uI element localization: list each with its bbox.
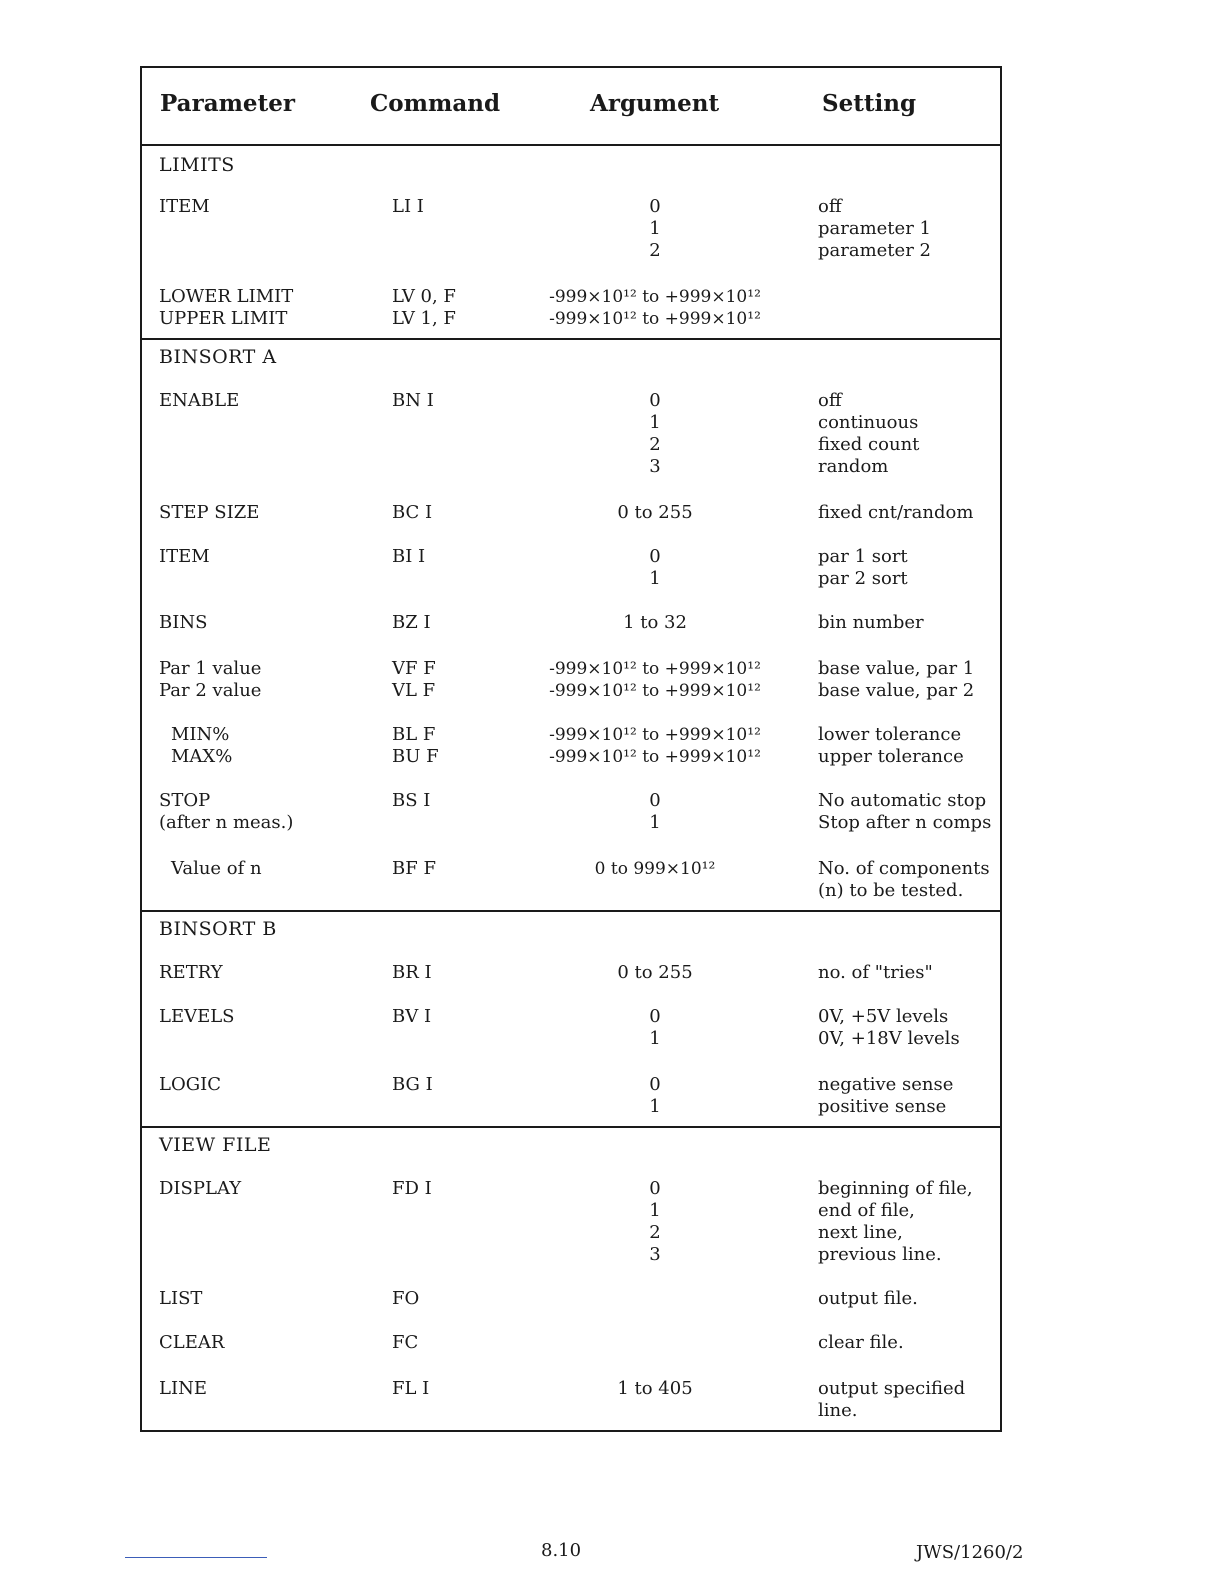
- table-section: [142, 340, 1000, 912]
- param-line: RETRY: [159, 962, 223, 983]
- set-line: Stop after n comps: [818, 812, 992, 833]
- cmd-line: BG I: [392, 1074, 433, 1095]
- cell-cmd: [392, 790, 512, 812]
- cell-arg: [530, 286, 780, 330]
- arg-line: 0: [649, 390, 661, 411]
- param-line: UPPER LIMIT: [159, 308, 288, 329]
- parameter-table: [140, 66, 1002, 1432]
- cell-set: [818, 612, 1002, 634]
- cell-set: [818, 1178, 1002, 1266]
- arg-line: 1: [649, 568, 661, 589]
- cell-arg: [530, 962, 780, 984]
- arg-line: 0 to 255: [617, 962, 693, 983]
- cmd-line: BF F: [392, 858, 436, 879]
- cell-set: [818, 1074, 1002, 1118]
- cmd-line: FL I: [392, 1378, 430, 1399]
- arg-line: 0: [649, 546, 661, 567]
- param-line: LOGIC: [159, 1074, 221, 1095]
- cell-param: [159, 658, 359, 702]
- cmd-line: LV 0, F: [392, 286, 456, 307]
- footer-rule: [125, 1557, 267, 1558]
- cell-cmd: [392, 858, 512, 880]
- param-line: BINS: [159, 612, 208, 633]
- arg-line: 0: [649, 1074, 661, 1095]
- param-line: Par 2 value: [159, 680, 262, 701]
- arg-line: 1 to 32: [623, 612, 687, 633]
- param-line: LOWER LIMIT: [159, 286, 294, 307]
- header-argument: Argument: [590, 90, 720, 117]
- cell-param: [159, 1288, 359, 1310]
- set-line: clear file.: [818, 1332, 904, 1353]
- set-line: No automatic stop: [818, 790, 987, 811]
- cell-cmd: [392, 658, 512, 702]
- param-line: Par 1 value: [159, 658, 262, 679]
- set-line: fixed cnt/random: [818, 502, 974, 523]
- cell-arg: [530, 196, 780, 262]
- set-line: lower tolerance: [818, 724, 962, 745]
- cell-param: [159, 1178, 359, 1200]
- cell-param: [159, 196, 359, 218]
- set-line: base value, par 1: [818, 658, 975, 679]
- cell-cmd: [392, 286, 512, 330]
- cell-set: [818, 196, 1002, 262]
- cell-cmd: [392, 1178, 512, 1200]
- cell-arg: [530, 390, 780, 478]
- cell-param: [159, 1378, 359, 1400]
- cmd-line: BI I: [392, 546, 426, 567]
- set-line: end of file,: [818, 1200, 915, 1221]
- cell-arg: [530, 502, 780, 524]
- arg-line: -999×10¹² to +999×10¹²: [549, 747, 761, 767]
- cell-param: [159, 962, 359, 984]
- cell-arg: [530, 658, 780, 702]
- set-line: off: [818, 390, 842, 411]
- cmd-line: FC: [392, 1332, 419, 1353]
- cell-arg: [530, 546, 780, 590]
- cell-cmd: [392, 724, 512, 768]
- cell-cmd: [392, 1074, 512, 1096]
- cell-arg: [530, 612, 780, 634]
- cmd-line: BZ I: [392, 612, 431, 633]
- header-command: Command: [370, 90, 501, 117]
- cell-param: [159, 286, 359, 330]
- param-line: (after n meas.): [159, 812, 294, 833]
- param-line: LEVELS: [159, 1006, 235, 1027]
- cell-cmd: [392, 546, 512, 568]
- cell-cmd: [392, 1006, 512, 1028]
- param-line: DISPLAY: [159, 1178, 242, 1199]
- cell-arg: [530, 1074, 780, 1118]
- cell-cmd: [392, 502, 512, 524]
- cell-set: [818, 858, 1002, 902]
- param-line: MAX%: [171, 746, 233, 767]
- cmd-line: FD I: [392, 1178, 432, 1199]
- arg-line: -999×10¹² to +999×10¹²: [549, 309, 761, 329]
- cell-set: [818, 1006, 1002, 1050]
- param-line: CLEAR: [159, 1332, 225, 1353]
- set-line: previous line.: [818, 1244, 942, 1265]
- cell-cmd: [392, 612, 512, 634]
- arg-line: 1: [649, 412, 661, 433]
- cmd-line: BR I: [392, 962, 432, 983]
- set-line: line.: [818, 1400, 858, 1421]
- set-line: 0V, +5V levels: [818, 1006, 949, 1027]
- section-title: LIMITS: [159, 154, 235, 176]
- cell-arg: [530, 1378, 780, 1400]
- cell-arg: [530, 724, 780, 768]
- set-line: base value, par 2: [818, 680, 975, 701]
- document-reference: JWS/1260/2: [916, 1542, 1024, 1563]
- set-line: par 2 sort: [818, 568, 908, 589]
- cell-arg: [530, 1178, 780, 1266]
- header-parameter: Parameter: [160, 90, 295, 117]
- set-line: fixed count: [818, 434, 920, 455]
- table-section: [142, 146, 1000, 340]
- cmd-line: BN I: [392, 390, 434, 411]
- set-line: off: [818, 196, 842, 217]
- cell-param: [159, 1074, 359, 1096]
- arg-line: 2: [649, 1222, 661, 1243]
- cell-cmd: [392, 962, 512, 984]
- cell-arg: [530, 790, 780, 834]
- table-section: [142, 1128, 1000, 1430]
- table-header: [142, 68, 1000, 146]
- cmd-line: VF F: [392, 658, 436, 679]
- cmd-line: BU F: [392, 746, 439, 767]
- set-line: 0V, +18V levels: [818, 1028, 960, 1049]
- set-line: positive sense: [818, 1096, 947, 1117]
- header-setting: Setting: [822, 90, 917, 117]
- set-line: no. of "tries": [818, 962, 933, 983]
- cell-param: [159, 724, 359, 768]
- cmd-line: BV I: [392, 1006, 432, 1027]
- arg-line: -999×10¹² to +999×10¹²: [549, 287, 761, 307]
- set-line: parameter 1: [818, 218, 931, 239]
- arg-line: 0: [649, 196, 661, 217]
- section-title: BINSORT B: [159, 918, 277, 940]
- cell-set: [818, 658, 1002, 702]
- cmd-line: VL F: [392, 680, 436, 701]
- cell-set: [818, 1378, 1002, 1422]
- cell-set: [818, 790, 1002, 834]
- cell-set: [818, 962, 1002, 984]
- table-section: [142, 912, 1000, 1128]
- arg-line: 1: [649, 1028, 661, 1049]
- section-title: VIEW FILE: [159, 1134, 272, 1156]
- cmd-line: LI I: [392, 196, 424, 217]
- cell-arg: [530, 1006, 780, 1050]
- cell-param: [159, 790, 359, 834]
- cmd-line: FO: [392, 1288, 420, 1309]
- cell-cmd: [392, 196, 512, 218]
- arg-line: -999×10¹² to +999×10¹²: [549, 659, 761, 679]
- arg-line: -999×10¹² to +999×10¹²: [549, 725, 761, 745]
- param-line: STOP: [159, 790, 211, 811]
- arg-line: 0: [649, 790, 661, 811]
- set-line: upper tolerance: [818, 746, 964, 767]
- cell-param: [159, 502, 359, 524]
- arg-line: 0 to 999×10¹²: [594, 859, 716, 879]
- arg-line: 1: [649, 812, 661, 833]
- param-line: LINE: [159, 1378, 207, 1399]
- arg-line: 1: [649, 1096, 661, 1117]
- cmd-line: LV 1, F: [392, 308, 456, 329]
- param-line: LIST: [159, 1288, 203, 1309]
- cmd-line: BS I: [392, 790, 431, 811]
- param-line: Value of n: [171, 858, 262, 879]
- cell-set: [818, 1332, 1002, 1354]
- table-body: [142, 146, 1000, 1430]
- arg-line: 2: [649, 240, 661, 261]
- set-line: par 1 sort: [818, 546, 908, 567]
- cell-cmd: [392, 1378, 512, 1400]
- cmd-line: BL F: [392, 724, 436, 745]
- set-line: next line,: [818, 1222, 903, 1243]
- set-line: continuous: [818, 412, 919, 433]
- set-line: random: [818, 456, 889, 477]
- param-line: MIN%: [171, 724, 230, 745]
- cell-cmd: [392, 390, 512, 412]
- set-line: bin number: [818, 612, 924, 633]
- cmd-line: BC I: [392, 502, 433, 523]
- arg-line: 1: [649, 218, 661, 239]
- arg-line: 1 to 405: [617, 1378, 693, 1399]
- arg-line: 1: [649, 1200, 661, 1221]
- param-line: ITEM: [159, 196, 210, 217]
- param-line: ENABLE: [159, 390, 240, 411]
- cell-set: [818, 724, 1002, 768]
- arg-line: 0 to 255: [617, 502, 693, 523]
- arg-line: 0: [649, 1178, 661, 1199]
- page-number: 8.10: [541, 1540, 582, 1561]
- set-line: No. of components: [818, 858, 990, 879]
- set-line: output specified: [818, 1378, 966, 1399]
- cell-set: [818, 1288, 1002, 1310]
- set-line: negative sense: [818, 1074, 954, 1095]
- set-line: (n) to be tested.: [818, 880, 964, 901]
- arg-line: -999×10¹² to +999×10¹²: [549, 681, 761, 701]
- set-line: parameter 2: [818, 240, 931, 261]
- param-line: ITEM: [159, 546, 210, 567]
- cell-param: [159, 1332, 359, 1354]
- set-line: beginning of file,: [818, 1178, 973, 1199]
- cell-cmd: [392, 1288, 512, 1310]
- cell-set: [818, 502, 1002, 524]
- cell-param: [159, 858, 359, 880]
- section-title: BINSORT A: [159, 346, 277, 368]
- cell-cmd: [392, 1332, 512, 1354]
- cell-param: [159, 390, 359, 412]
- set-line: output file.: [818, 1288, 918, 1309]
- arg-line: 3: [649, 456, 661, 477]
- cell-param: [159, 546, 359, 568]
- arg-line: 2: [649, 434, 661, 455]
- param-line: STEP SIZE: [159, 502, 260, 523]
- cell-arg: [530, 858, 780, 880]
- arg-line: 3: [649, 1244, 661, 1265]
- cell-param: [159, 1006, 359, 1028]
- cell-set: [818, 390, 1002, 478]
- arg-line: 0: [649, 1006, 661, 1027]
- cell-set: [818, 546, 1002, 590]
- cell-param: [159, 612, 359, 634]
